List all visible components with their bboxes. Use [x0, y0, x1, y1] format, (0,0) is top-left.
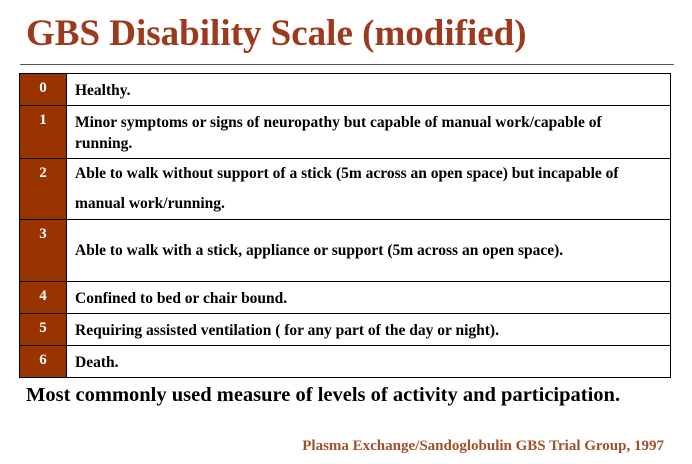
table-row [20, 220, 671, 282]
title-divider [20, 64, 674, 65]
grade-cell: 2 [20, 159, 67, 220]
description-cell: Confined to bed or chair bound. [67, 282, 671, 314]
table-row [20, 314, 671, 346]
table-row [20, 159, 671, 220]
description-cell: Healthy. [67, 74, 671, 106]
grade-cell: 0 [20, 74, 67, 106]
description-cell: Able to walk without support of a stick (5m across an open space) but incapable of manual work/running. [67, 159, 671, 220]
grade-cell: 3 [20, 220, 67, 282]
description-cell: Requiring assisted ventilation ( for any part of the day or night). [67, 314, 671, 346]
table-row [20, 106, 671, 159]
summary-caption: Most commonly used measure of levels of activity and participation. [26, 384, 621, 406]
table-row [20, 282, 671, 314]
grade-cell: 4 [20, 282, 67, 314]
table-row [20, 346, 671, 378]
description-cell: Death. [67, 346, 671, 378]
source-credit: Plasma Exchange/Sandoglobulin GBS Trial Group, 1997 [302, 438, 664, 454]
grade-cell: 1 [20, 106, 67, 159]
disability-scale-table [19, 73, 671, 378]
table-row [20, 74, 671, 106]
description-cell: Able to walk with a stick, appliance or support (5m across an open space). [67, 220, 671, 282]
description-cell: Minor symptoms or signs of neuropathy but capable of manual work/capable of running. [67, 106, 671, 159]
grade-cell: 5 [20, 314, 67, 346]
grade-cell: 6 [20, 346, 67, 378]
slide-title: GBS Disability Scale (modified) [26, 13, 527, 54]
